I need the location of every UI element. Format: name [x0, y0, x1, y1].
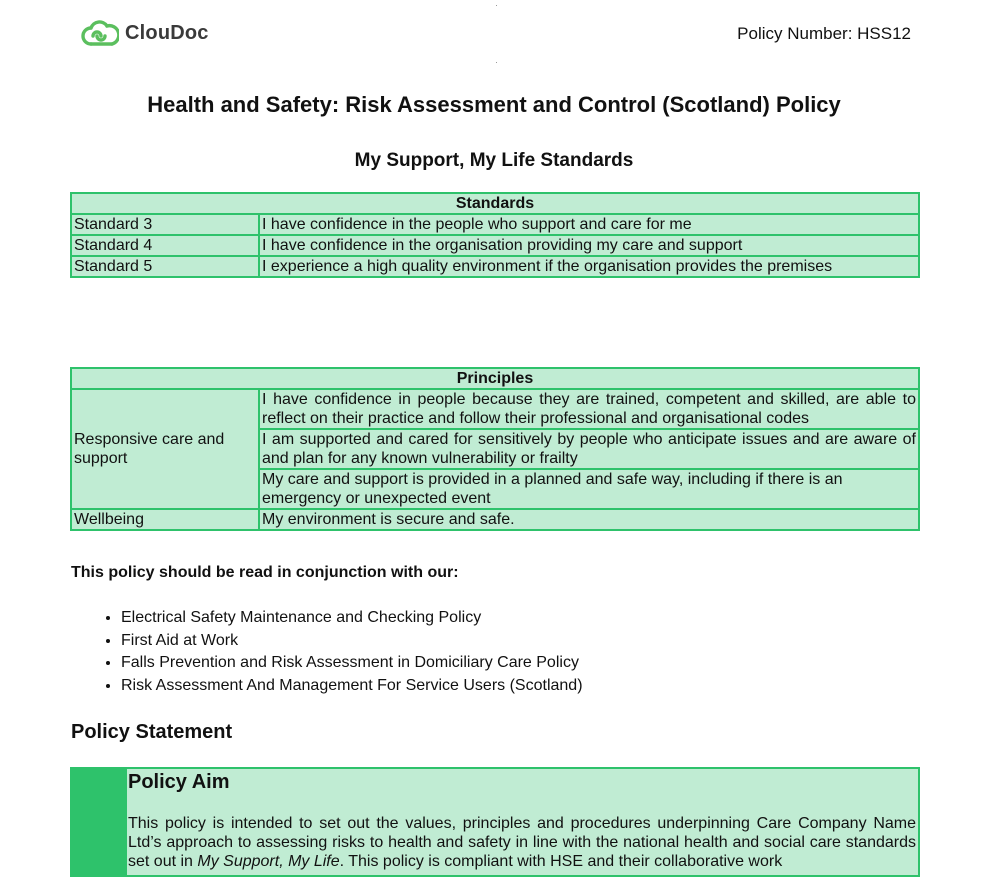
list-item: • Risk Assessment And Management For Service Users (Scotland) — [121, 675, 583, 698]
table-row — [71, 235, 919, 256]
policy-number: Policy Number: HSS12 — [737, 24, 911, 43]
principle-text: I am supported and cared for sensitively by people who anticipate issues and are aware of and plan for any known vulnerability or frailty — [259, 429, 919, 469]
table-row — [71, 509, 919, 530]
document-subtitle: My Support, My Life Standards — [354, 150, 634, 171]
table-header-row — [71, 193, 919, 214]
list-item: • First Aid at Work — [121, 630, 583, 653]
policy-aim-body-tail: . This policy is compliant with HSE and their collaborative work — [339, 853, 783, 870]
list-item: • Electrical Safety Maintenance and Checking Policy — [121, 607, 583, 630]
document-title: Health and Safety: Risk Assessment and Control (Scotland) Policy — [147, 92, 841, 117]
cloudoc-logo — [79, 17, 209, 49]
policy-aim-title: Policy Aim — [128, 771, 230, 793]
standard-text: I have confidence in the organisation providing my care and support — [259, 235, 919, 256]
accent-bar — [72, 769, 127, 875]
header-divider-dot — [496, 5, 497, 6]
conjunction-heading: This policy should be read in conjunction with our: — [71, 564, 459, 581]
header-divider-dot — [496, 62, 497, 63]
principle-text: My care and support is provided in a planned and safe way, including if there is an emergency or unexpected event — [259, 469, 919, 509]
principle-text: My environment is secure and safe. — [259, 509, 919, 530]
standard-label: Standard 3 — [71, 214, 259, 235]
policy-aim-box — [70, 767, 920, 877]
table-header-row — [71, 368, 919, 389]
standard-text: I experience a high quality environment if the organisation provides the premises — [259, 256, 919, 277]
principles-table — [70, 367, 920, 531]
standard-label: Standard 5 — [71, 256, 259, 277]
standard-label: Standard 4 — [71, 235, 259, 256]
standard-text: I have confidence in the people who support and care for me — [259, 214, 919, 235]
policy-aim-body — [128, 814, 916, 871]
related-policies-list — [71, 607, 583, 698]
principles-heading: Principles — [71, 368, 919, 389]
table-row — [71, 256, 919, 277]
cloud-link-icon — [79, 17, 119, 49]
list-item: • Falls Prevention and Risk Assessment in Domiciliary Care Policy — [121, 652, 583, 675]
table-row — [71, 389, 919, 429]
principle-group-label: Wellbeing — [71, 509, 259, 530]
standards-heading: Standards — [71, 193, 919, 214]
standards-table — [70, 192, 920, 278]
principle-text: I have confidence in people because they are trained, competent and skilled, are able to reflect on their practice and follow their professional and organisational codes — [259, 389, 919, 429]
policy-aim-body-lead: This policy is intended to set out the values, principles and procedures underpinning Care Company Name Ltd’s approach to assessing risks to health and safety in line with the national health and social care standards set out in — [128, 815, 916, 870]
principle-group-label: Responsive care and support — [71, 389, 259, 509]
policy-aim-body-italic: My Support, My Life — [197, 853, 340, 870]
section-heading: Policy Statement — [71, 721, 233, 743]
table-row — [71, 214, 919, 235]
logo-text: ClouDoc — [125, 21, 209, 44]
